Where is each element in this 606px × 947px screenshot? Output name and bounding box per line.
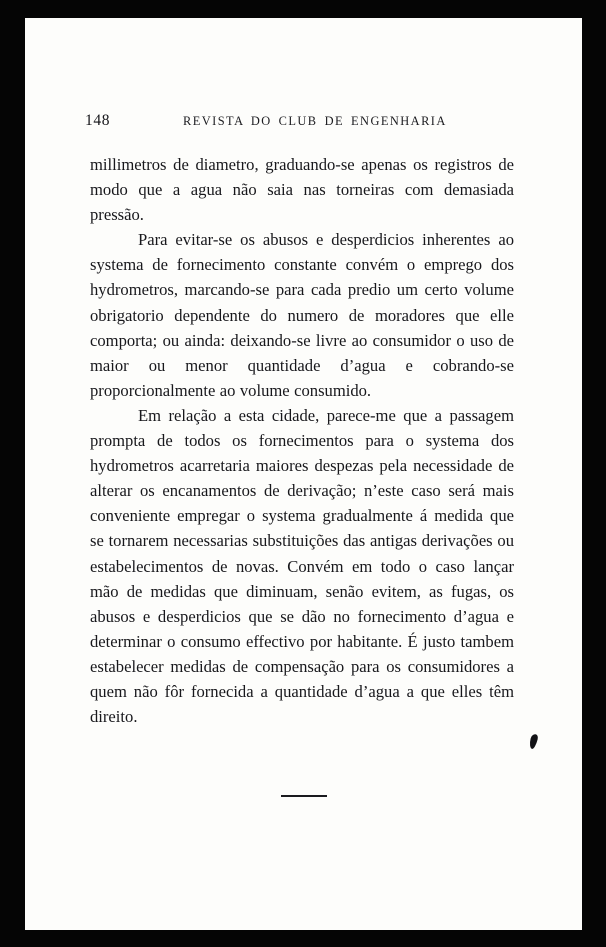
- running-head: [85, 112, 517, 132]
- page-sheet: [25, 18, 582, 930]
- journal-title: REVISTA DO CLUB DE ENGENHARIA: [183, 114, 447, 128]
- paragraph: millimetros de diametro, graduando-se apenas os registros de modo que a agua não saia nas torneiras com demasiada pressão.: [90, 155, 514, 225]
- ink-smudge-mark: [528, 733, 538, 749]
- body-text-column: [90, 152, 514, 729]
- horizontal-rule-icon: [281, 795, 327, 797]
- paragraph: Para evitar-se os abusos e desperdicios inherentes ao systema de fornecimento constante convém o emprego dos hydrometros, marcando-se para cada predio um certo volume obrigatorio dependente do numero de moradores que elle comporta; ou ainda: deixando-se livre ao consumidor o uso de maior ou menor quantidade d’agua e cobrando-se proporcionalmente ao volume consumido.: [90, 230, 514, 400]
- section-end-rule: [25, 787, 582, 805]
- page-number: 148: [85, 112, 111, 129]
- paragraph: Em relação a esta cidade, parece-me que a passagem prompta de todos os fornecimentos para o systema dos hydrometros acarretaria maiores despezas pela necessidade de alterar os encanamentos de derivação; n’este caso será mais conveniente empregar o systema gradualmente á medida que se tornarem necessarias substituições das antigas derivações ou estabelecimentos de novas. Convém em todo o caso lançar mão de medidas que diminuam, senão evitem, as fugas, os abusos e desperdicios que se dão no fornecimento d’agua e determinar o consumo effectivo por habitante. É justo tambem estabelecer medidas de compensação para os consumidores a quem não fôr fornecida a quantidade d’agua a que elles têm direito.: [90, 405, 514, 727]
